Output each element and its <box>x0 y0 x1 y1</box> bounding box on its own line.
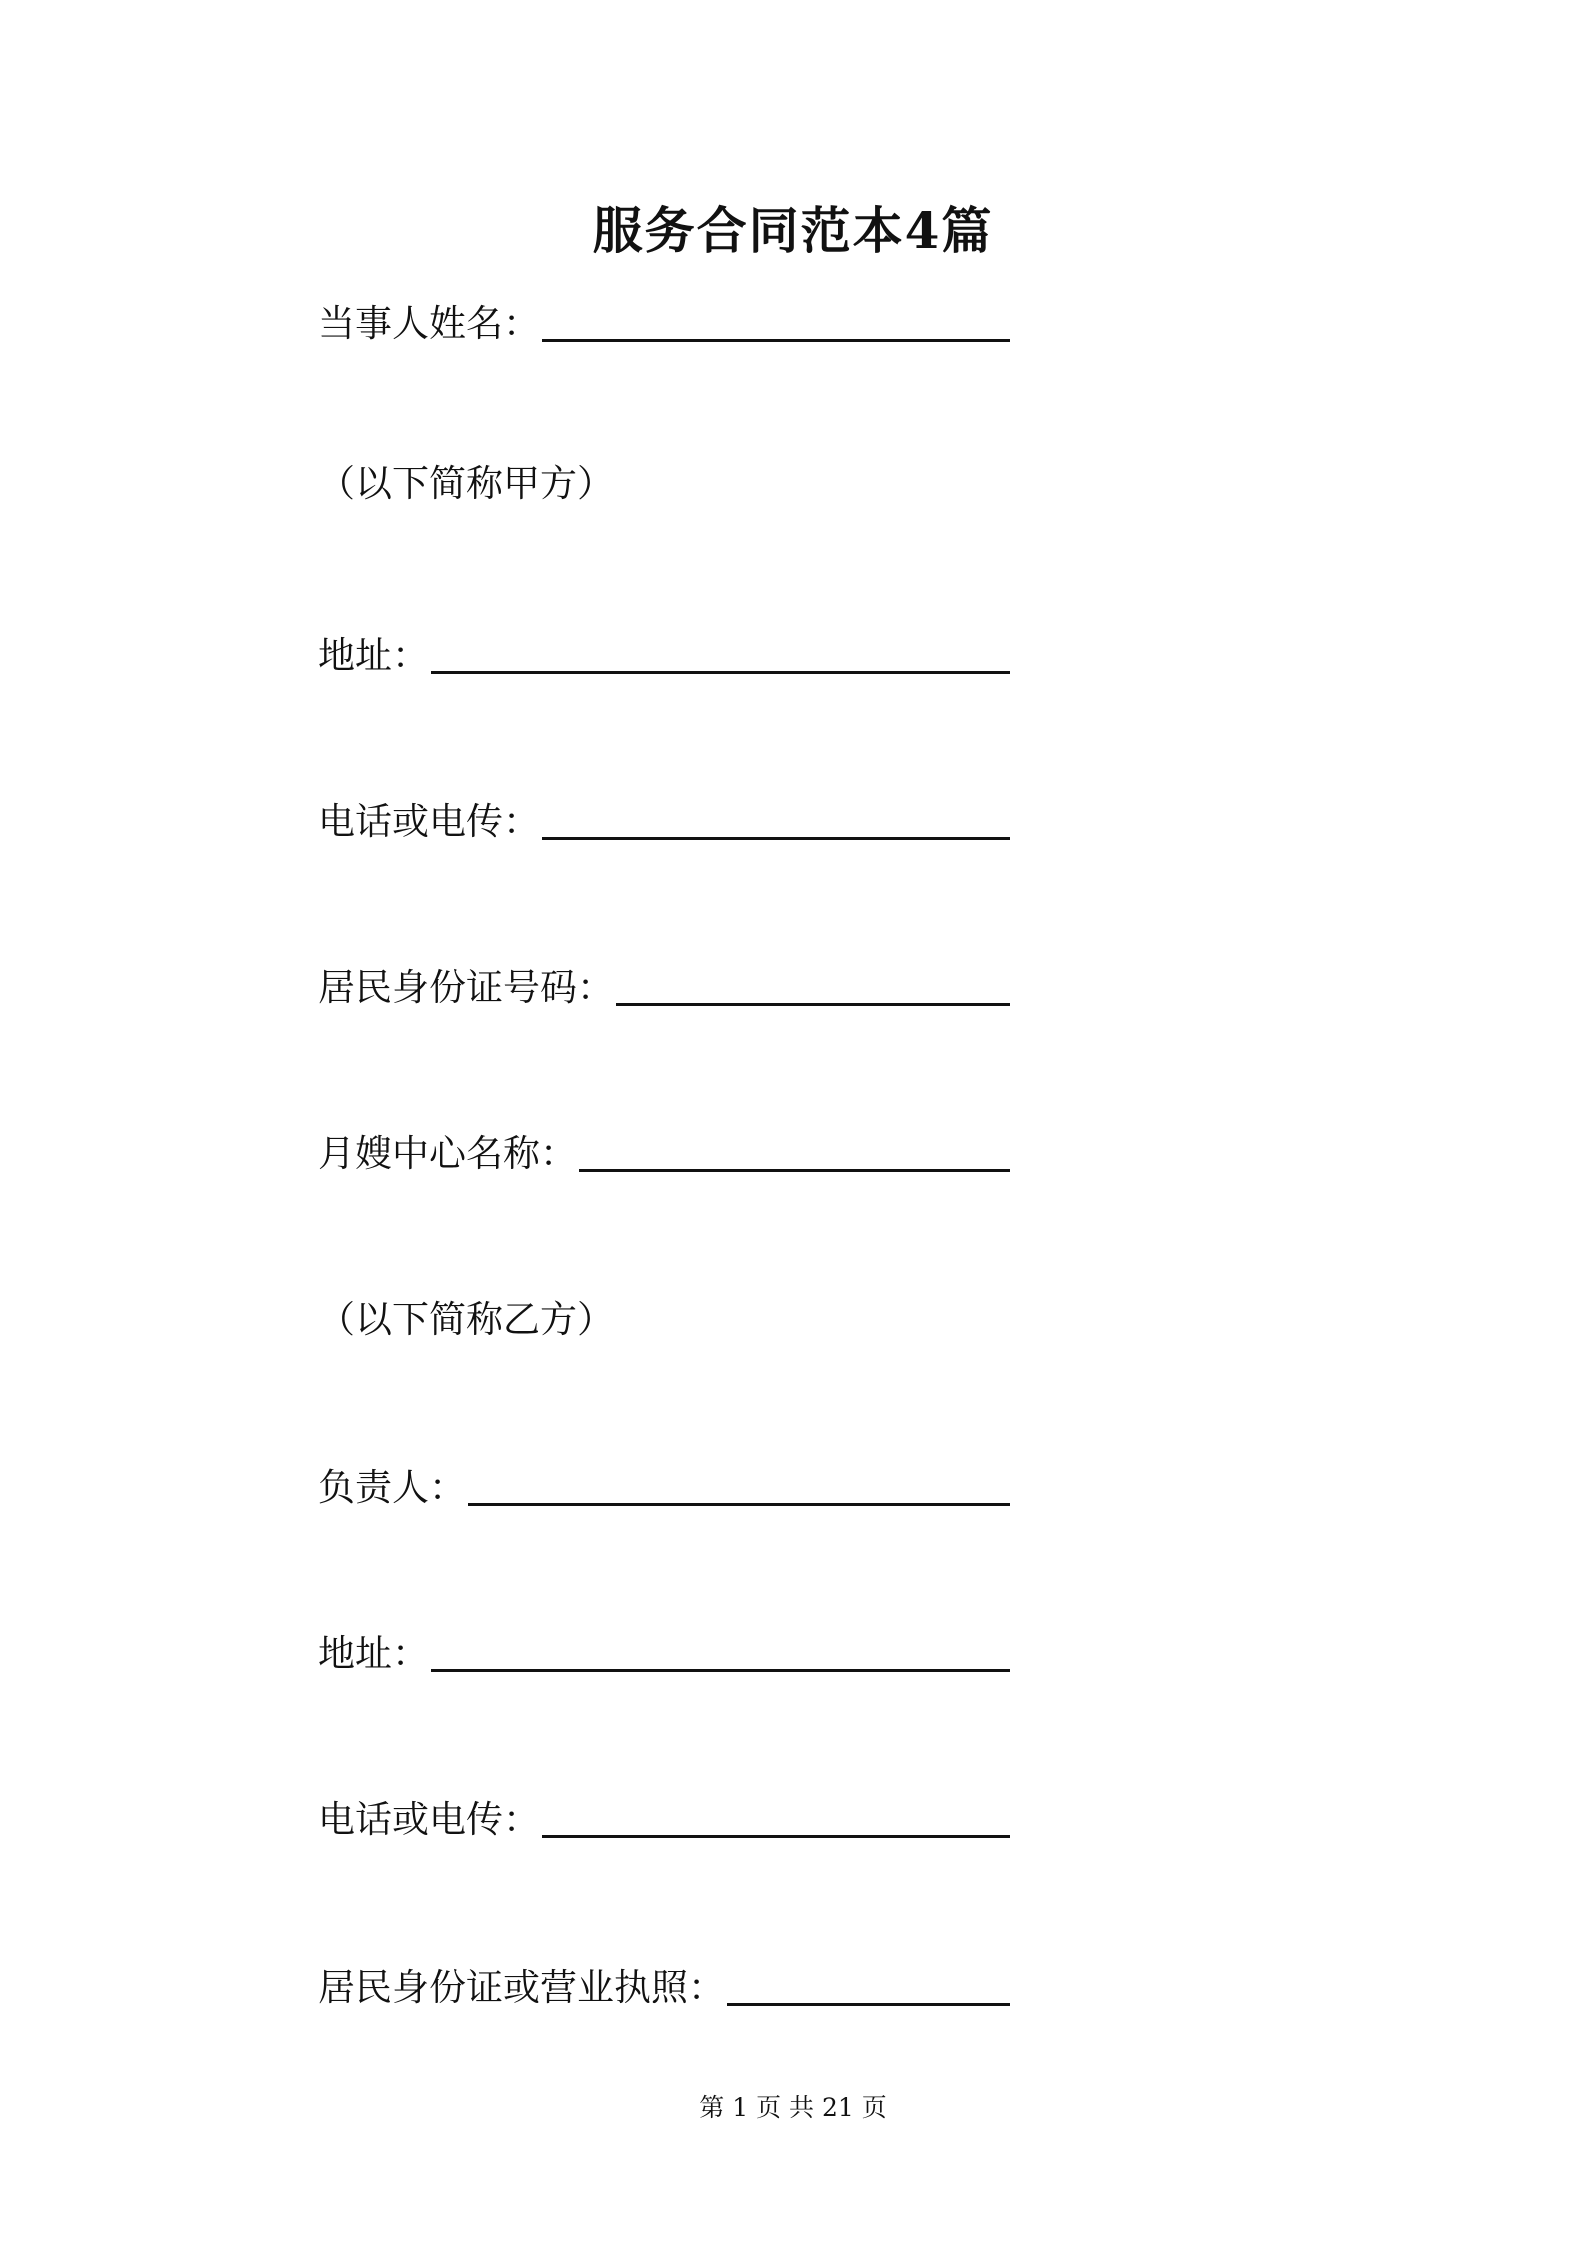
party-b-phone-label: 电话或电传： <box>318 1798 540 1841</box>
party-b-license-field <box>318 1952 1010 2012</box>
party-b-manager-blank <box>468 1503 1010 1506</box>
party-b-note: （以下简称乙方） <box>318 1298 614 1341</box>
party-b-license-label: 居民身份证或营业执照： <box>318 1966 725 2009</box>
party-b-address-blank <box>431 1669 1010 1672</box>
party-b-manager-field <box>318 1452 1010 1512</box>
party-a-address-field <box>318 620 1010 680</box>
party-b-center-label: 月嫂中心名称： <box>318 1132 577 1175</box>
party-a-address-label: 地址： <box>318 634 429 677</box>
party-b-manager-label: 负责人： <box>318 1466 466 1509</box>
party-b-phone-blank <box>542 1835 1010 1838</box>
party-a-id-label: 居民身份证号码： <box>318 966 614 1009</box>
party-a-note: （以下简称甲方） <box>318 462 614 505</box>
page-footer: 第 1 页 共 21 页 <box>699 2093 887 2122</box>
party-b-address-field <box>318 1618 1010 1678</box>
document-title: 服务合同范本4篇 <box>592 201 994 260</box>
party-b-phone-field <box>318 1784 1010 1844</box>
party-a-name-label: 当事人姓名： <box>318 302 540 345</box>
party-a-id-blank <box>616 1003 1010 1006</box>
party-a-id-field <box>318 952 1010 1012</box>
party-a-name-field <box>318 288 1010 348</box>
party-a-phone-label: 电话或电传： <box>318 800 540 843</box>
party-b-address-label: 地址： <box>318 1632 429 1675</box>
party-a-phone-blank <box>542 837 1010 840</box>
party-a-address-blank <box>431 671 1010 674</box>
party-a-name-blank <box>542 339 1010 342</box>
party-b-license-blank <box>727 2003 1010 2006</box>
party-b-center-field <box>318 1118 1010 1178</box>
party-a-phone-field <box>318 786 1010 846</box>
party-b-center-blank <box>579 1169 1010 1172</box>
